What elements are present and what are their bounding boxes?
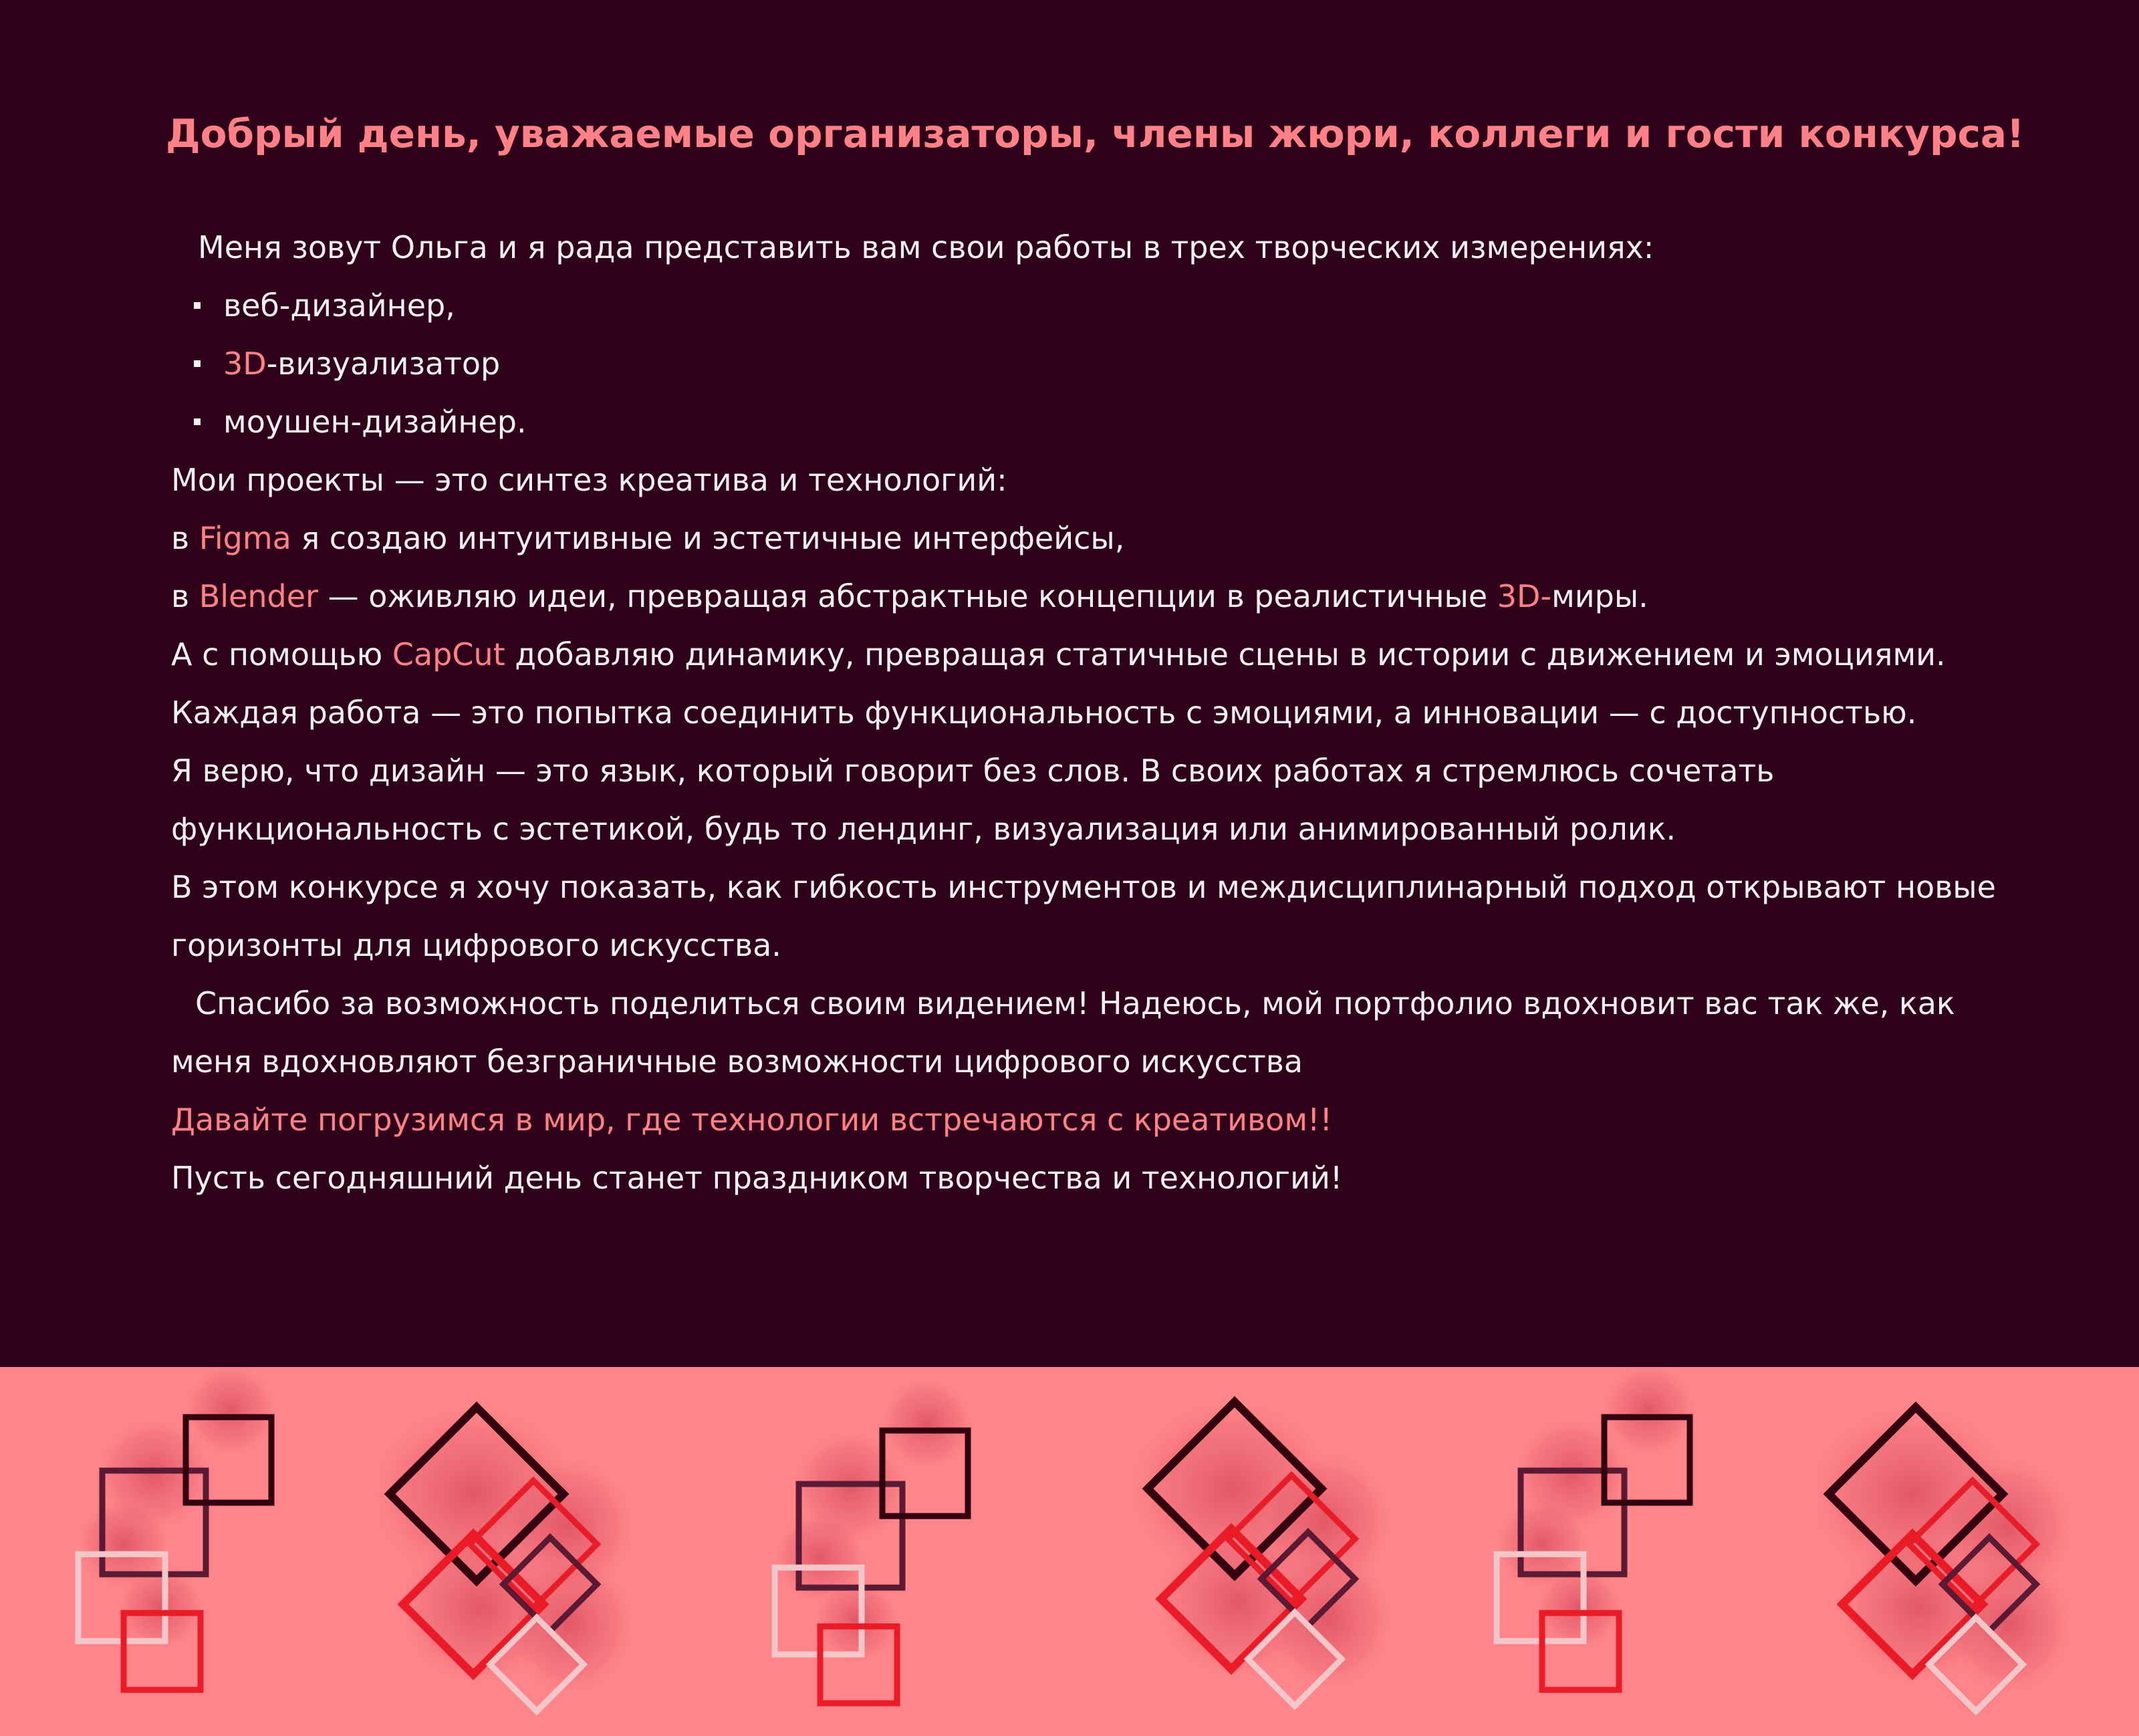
blender-accent: 3D-	[1497, 578, 1552, 614]
greeting-heading: Добрый день, уважаемые организаторы, члены жюри, коллеги и гости конкурса!	[166, 111, 2025, 156]
capcut-prefix: А с помощью	[171, 636, 392, 672]
role-item-web	[171, 277, 2043, 335]
tool-capcut: CapCut	[392, 636, 505, 672]
capcut-rest: добавляю динамику, превращая статичные сцены в истории с движением и эмоциями.	[505, 636, 1946, 672]
role-label: моушен-дизайнер.	[223, 404, 527, 440]
thanks-line-2: меня вдохновляют безграничные возможности цифрового искусства	[171, 1043, 1303, 1080]
square-cluster-2	[775, 1380, 971, 1703]
diamond-cluster-3	[1815, 1407, 2069, 1711]
tool-blender: Blender	[199, 578, 318, 614]
projects-intro: Мои проекты — это синтез креатива и технологий:	[171, 462, 1007, 498]
call-to-action: Давайте погрузимся в мир, где технологии встречаются с креативом!!	[171, 1102, 1332, 1138]
intro-line: Меня зовут Ольга и я рада представить вам свои работы в трех творческих измерениях:	[198, 229, 1654, 265]
blender-rest: миры.	[1551, 578, 1648, 614]
decorative-band	[0, 1367, 2139, 1736]
intro-text	[171, 219, 2043, 1207]
figma-rest: я создаю интуитивные и эстетичные интерфейсы,	[291, 520, 1125, 556]
bullet-icon	[194, 360, 201, 367]
diamond-cluster-1	[376, 1407, 630, 1711]
square-cluster-1	[78, 1367, 274, 1690]
figma-prefix: в	[171, 520, 199, 556]
contest-line-1: В этом конкурсе я хочу показать, как гибкость инструментов и междисциплинарный подход открывают новые	[171, 869, 1996, 905]
bullet-icon	[194, 418, 201, 425]
tool-figma: Figma	[199, 520, 291, 556]
figma-line	[171, 509, 2043, 568]
bullet-icon	[194, 302, 201, 309]
blender-prefix: в	[171, 578, 199, 614]
thanks-line-1: Спасибо за возможность поделиться своим видением! Надеюсь, мой портфолио вдохновит вас так же, как	[195, 985, 1955, 1021]
role-accent: 3D	[223, 346, 267, 382]
square-cluster-3	[1497, 1367, 1692, 1690]
role-label: -визуализатор	[266, 346, 501, 382]
contest-line-2: горизонты для цифрового искусства.	[171, 927, 781, 963]
role-item-3d	[171, 335, 2043, 393]
diamond-cluster-2	[1134, 1402, 1388, 1706]
each-work-line: Каждая работа — это попытка соединить функциональность с эмоциями, а инновации — с доступностью.	[171, 695, 1917, 731]
belief-line-1: Я верю, что дизайн — это язык, который говорит без слов. В своих работах я стремлюсь сочетать	[171, 753, 1775, 789]
belief-line-2: функциональность с эстетикой, будь то лендинг, визуализация или анимированный ролик.	[171, 811, 1676, 847]
role-item-motion	[171, 393, 2043, 451]
blender-line	[171, 568, 2043, 626]
role-label: веб-дизайнер,	[223, 287, 455, 324]
blender-middle: — оживляю идеи, превращая абстрактные концепции в реалистичные	[318, 578, 1497, 614]
decorative-squares	[0, 1367, 2139, 1736]
capcut-line	[171, 626, 2043, 684]
closing-line: Пусть сегодняшний день станет праздником творчества и технологий!	[171, 1160, 1343, 1196]
